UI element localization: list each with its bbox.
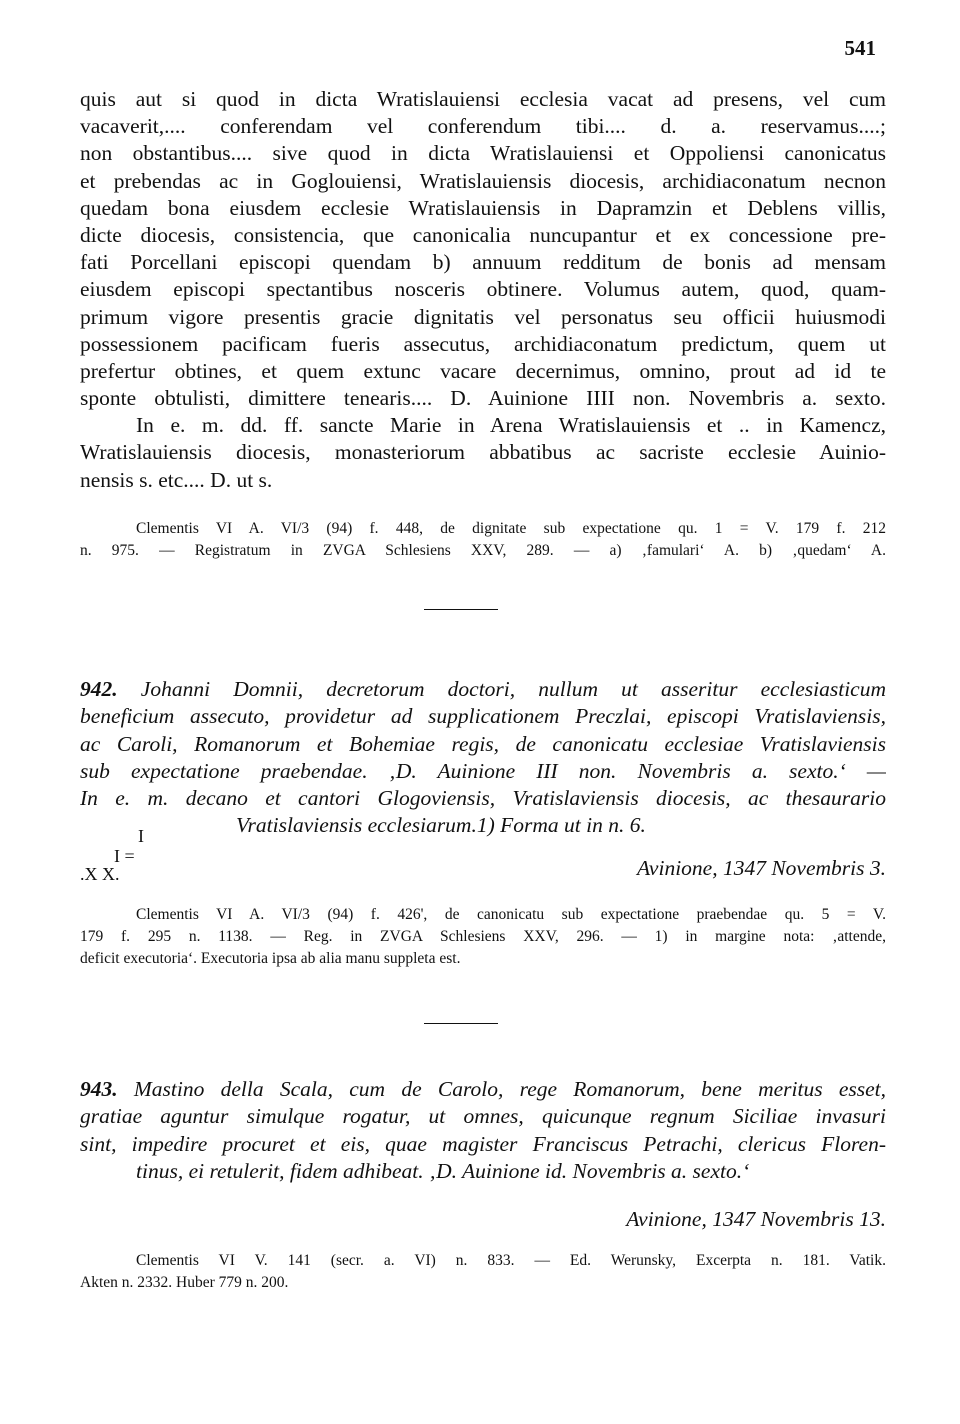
text-line: dicte diocesis, consistencia, que canonicalia nuncupantur et ex concessione pre- — [80, 222, 886, 247]
footnote-943 — [80, 1250, 886, 1294]
footnote-line: deficit executoria‘. Executoria ipsa ab alia manu suppleta est. — [80, 950, 461, 967]
mark-middle: I = — [114, 846, 135, 866]
footnote-line: Clementis VI A. VI/3 (94) f. 448, de dignitate sub expectatione qu. 1 = V. 179 f. 212 — [136, 520, 886, 537]
text-line: quis aut si quod in dicta Wratislauiensi ecclesia vacat ad presens, vel cum — [80, 87, 886, 111]
text-line: prefertur obtines, et quem extunc vacare decernimus, omnino, prout ad id te — [80, 358, 886, 383]
mark-top: I — [138, 826, 144, 846]
text-line: quedam bona eiusdem ecclesie Wratislauiensis in Dapramzin et Deblens villis, — [80, 195, 886, 220]
footnote-line: n. 975. — Registratum in ZVGA Schlesiens XXV, 289. — a) ‚famulari‘ A. b) ‚quedam‘ A. — [80, 542, 886, 559]
entry-summary-text: Mastino della Scala, cum de Carolo, rege Romanorum, bene meritus esset, — [133, 1077, 886, 1101]
entry-number: 943. — [80, 1077, 118, 1101]
entry-date: Avinione, 1347 Novembris 3. — [636, 856, 886, 880]
entry-summary-line: sint, impedire procuret et eis, quae magister Franciscus Petrachi, clericus Floren- — [80, 1131, 886, 1156]
text-line: et prebendas ac in Goglouiensi, Wratislauiensis diocesis, archidiaconatum necnon — [80, 168, 886, 193]
entry-heading-line — [80, 1076, 886, 1103]
entry-summary-line: gratiae aguntur simulque rogatur, ut omnes, quicunque regnum Siciliae invasuri — [80, 1104, 886, 1129]
text-line: fati Porcellani episcopi quendam b) annuum redditum de bonis ad mensam — [80, 250, 886, 275]
section-divider — [424, 609, 498, 610]
main-text-block — [80, 86, 886, 494]
text-line: vacaverit,.... conferendam vel conferendum tibi.... d. a. reservamus....; — [80, 114, 886, 139]
footnote-line: Clementis VI V. 141 (secr. a. VI) n. 833. — Ed. Werunsky, Excerpta n. 181. Vatik. — [136, 1252, 886, 1269]
footnote-941 — [80, 518, 886, 562]
footnote-line: 179 f. 295 n. 1138. — Reg. in ZVGA Schlesiens XXV, 296. — 1) in margine nota: ‚attende, — [80, 928, 886, 945]
entry-summary-line: Vratislaviensis ecclesiarum.1) Forma ut in n. 6. — [236, 813, 646, 838]
entry-heading-line — [80, 676, 886, 703]
text-line: eiusdem episcopi spectantibus nosceris obtinere. Volumus autem, quod, quam- — [80, 277, 886, 302]
entry-summary-text: Johanni Domnii, decretorum doctori, nullum ut asseritur ecclesiasticum — [140, 677, 886, 701]
chancery-marks — [80, 828, 190, 884]
text-line: nensis s. etc.... D. ut s. — [80, 467, 273, 492]
entry-943 — [80, 1076, 886, 1185]
entry-number: 942. — [80, 677, 118, 701]
text-line: possessionem pacificam fueris assecutus, archidiaconatum predictum, quem ut — [80, 331, 886, 356]
entry-943-date-row — [80, 1206, 886, 1233]
entry-summary-line: beneficium assecuto, providetur ad supplicationem Preczlai, episcopi Vratislaviensis, — [80, 704, 886, 729]
entry-summary-line: In e. m. decano et cantori Glogoviensis, Vratislaviensis diocesis, ac thesaurario — [80, 786, 886, 811]
entry-summary-line: ac Caroli, Romanorum et Bohemiae regis, de canonicatu ecclesiae Vratislaviensis — [80, 731, 886, 756]
text-line: sponte obtulisti, dimittere tenearis.... D. Auinione IIII non. Novembris a. sexto. — [80, 386, 886, 411]
page-number: 541 — [844, 36, 876, 60]
entry-942-signature-row — [80, 828, 886, 884]
entry-summary-line: sub expectatione praebendae. ‚D. Auinione III non. Novembris a. sexto.‘ — — [80, 758, 886, 783]
footnote-942 — [80, 904, 886, 970]
text-line: Wratislauiensis diocesis, monasteriorum abbatibus ac sacriste ecclesie Auinio- — [80, 440, 886, 465]
text-line: primum vigore presentis gracie dignitatis vel personatus seu officii huiusmodi — [80, 304, 886, 329]
entry-date: Avinione, 1347 Novembris 13. — [626, 1207, 886, 1231]
entry-942 — [80, 676, 886, 840]
section-divider — [424, 1023, 498, 1024]
text-line: non obstantibus.... sive quod in dicta Wratislauiensi et Oppoliensi canonicatus — [80, 141, 886, 166]
mark-bottom: .X X. — [80, 864, 120, 884]
entry-summary-line: tinus, ei retulerit, fidem adhibeat. ‚D. Auinione id. Novembris a. sexto.‘ — [136, 1158, 750, 1183]
footnote-line: Akten n. 2332. Huber 779 n. 200. — [80, 1274, 289, 1291]
footnote-line: Clementis VI A. VI/3 (94) f. 426', de canonicatu sub expectatione praebendae qu. 5 = V. — [136, 906, 886, 923]
text-line: In e. m. dd. ff. sancte Marie in Arena Wratislauiensis et .. in Kamencz, — [136, 413, 886, 438]
